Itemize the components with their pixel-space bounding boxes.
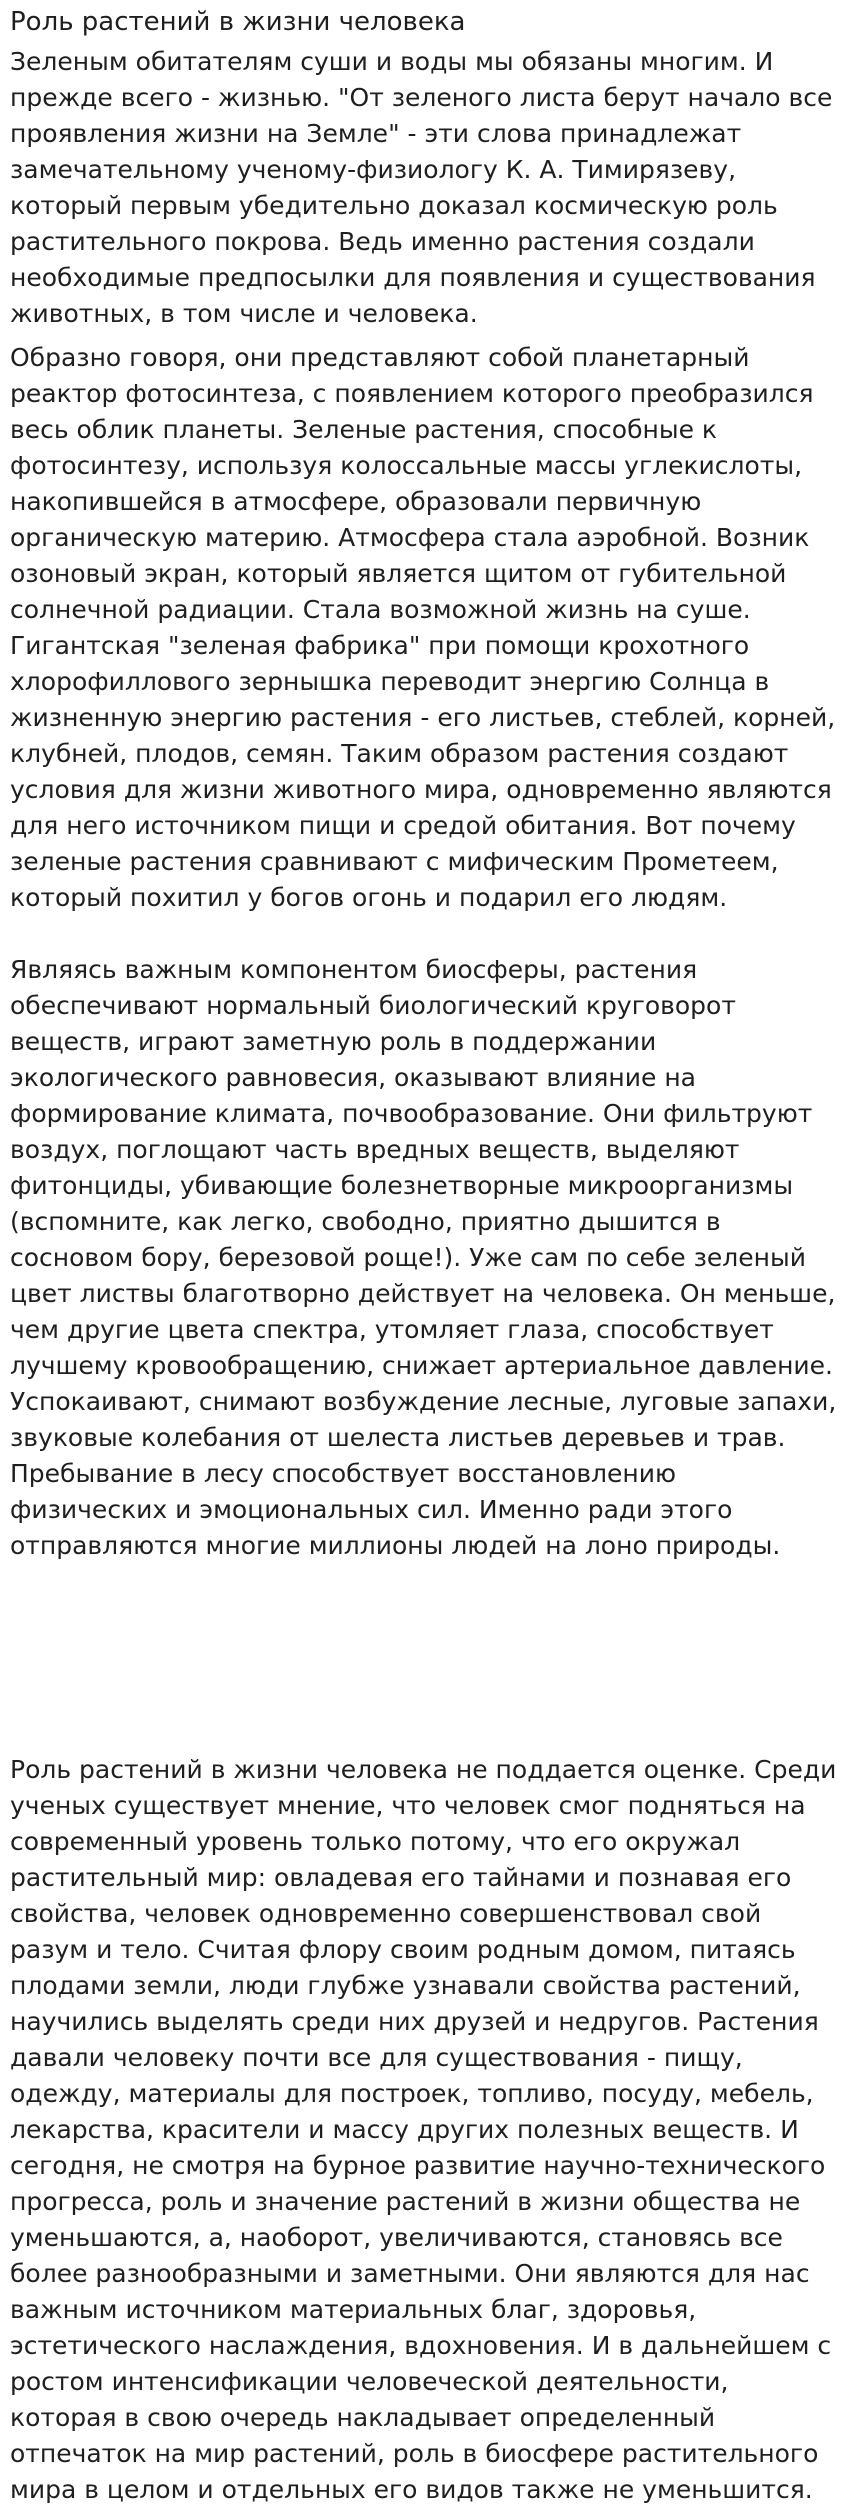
paragraph-gap [10, 916, 841, 952]
document-title: Роль растений в жизни человека [10, 7, 466, 37]
paragraph-gap [10, 1564, 841, 1752]
paragraph-3: Являясь важным компонентом биосферы, растения обеспечивают нормальный биологический круговорот веществ, играют заметную роль в поддержании экологического равновесия, оказывают влияние на формирование климата, почвообразование. Они фильтруют воздух, поглощают часть вредных веществ, выделяют фитонциды, убивающие болезнетворные микроорганизмы (вспомните, как легко, свободно, приятно дышится в сосновом бору, березовой роще!). Уже сам по себе зеленый цвет листвы благотворно действует на человека. Он меньше, чем другие цвета спектра, утомляет глаза, способствует лучшему кровообращению, снижает артериальное давление. Успокаивают, снимают возбуждение лесные, луговые запахи, звуковые колебания от шелеста листьев деревьев и трав. Пребывание в лесу способствует восстановлению физических и эмоциональных сил. Именно ради этого отправляются многие миллионы людей на лоно природы. [10, 955, 837, 1560]
paragraph-1: Зеленым обитателям суши и воды мы обязаны многим. И прежде всего - жизнью. "От зеленого листа берут начало все проявления жизни на Земле" - эти слова принадлежат замечательному ученому-физиологу К. А. Тимирязеву, который первым убедительно доказал космическую роль растительного покрова. Ведь именно растения создали необходимые предпосылки для появления и существования животных, в том числе и человека. [10, 47, 833, 328]
paragraph-4: Роль растений в жизни человека не поддается оценке. Среди ученых существует мнение, что человек смог подняться на современный уровень только потому, что его окружал растительный мир: овладевая его тайнами и познавая его свойства, человек одновременно совершенствовал свой разум и тело. Считая флору своим родным домом, питаясь плодами земли, люди глубже узнавали свойства растений, научились выделять среди них друзей и недругов. Растения давали человеку почти все для существования - пищу, одежду, материалы для построек, топливо, посуду, мебель, лекарства, красители и массу других полезных веществ. И сегодня, не смотря на бурное развитие научно-технического прогресса, роль и значение растений в жизни общества не уменьшаются, а, наоборот, увеличиваются, становясь все более разнообразными и заметными. Они являются для нас важным источником материальных благ, здоровья, эстетического наслаждения, вдохновения. И в дальнейшем с ростом интенсификации человеческой деятельности, которая в свою очередь накладывает определенный отпечаток на мир растений, роль в биосфере растительного мира в целом и отдельных его видов также не уменьшится. [10, 1755, 837, 2504]
paragraph-2: Образно говоря, они представляют собой планетарный реактор фотосинтеза, с появлением которого преобразился весь облик планеты. Зеленые растения, способные к фотосинтезу, используя колоссальные массы углекислоты, накопившейся в атмосфере, образовали первичную органическую материю. Атмосфера стала аэробной. Возник озоновый экран, который является щитом от губительной солнечной радиации. Стала возможной жизнь на суше. Гигантская "зеленая фабрика" при помощи крохотного хлорофиллового зернышка переводит энергию Солнца в жизненную энергию растения - его листьев, стеблей, корней, клубней, плодов, семян. Таким образом растения создают условия для жизни животного мира, одновременно являются для него источником пищи и средой обитания. Вот почему зеленые растения сравнивают с мифическим Прометеем, который похитил у богов огонь и подарил его людям. [10, 343, 836, 912]
paragraph-gap [10, 332, 841, 340]
